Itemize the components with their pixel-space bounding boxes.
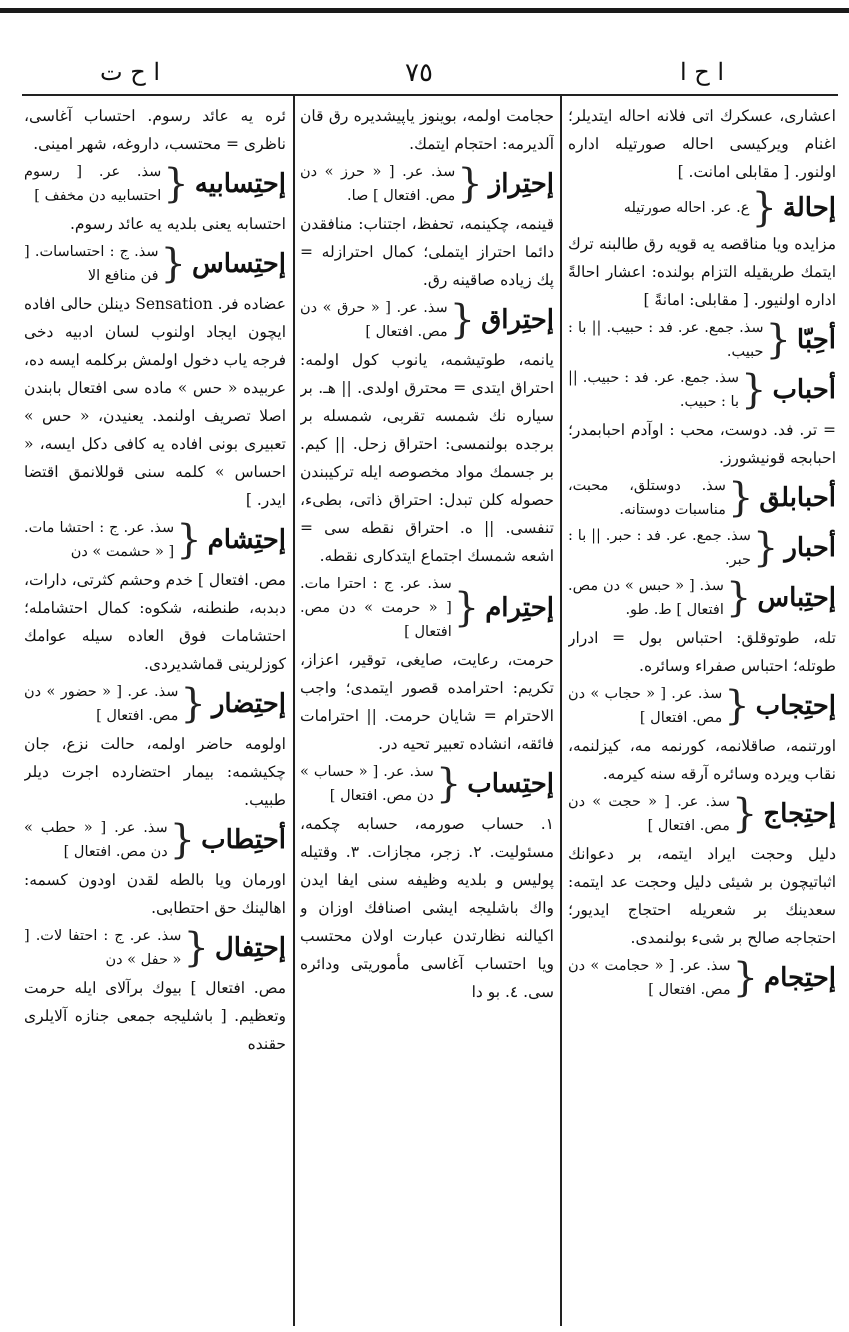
dictionary-entry xyxy=(24,680,286,728)
brace-glyph: { xyxy=(160,241,186,287)
etymology: سذ. دوستلق، محبت، مناسبات دوستانه. xyxy=(568,478,726,518)
headword: إحتِساب xyxy=(467,769,554,799)
dictionary-entry xyxy=(300,160,554,208)
page-header xyxy=(20,58,840,94)
definition-text: مص. افتعال ] خدم وحشم کثرتی، دارات، دبدبه، طنطنه، شکوه: کمال احتشامله؛ احتشامات فوق العاده سیله عوامك کوزلرینی قماشدیردی. xyxy=(24,571,286,673)
header-rule xyxy=(22,94,838,96)
brace-glyph: { xyxy=(731,791,758,837)
brace-glyph: { xyxy=(169,817,196,863)
etymology: سذ. عر. [ « حرز » دن مص. افتعال ] صا. xyxy=(300,164,456,204)
headword: أحتِطاب xyxy=(201,825,286,855)
headword: إحتِجاب xyxy=(755,691,836,721)
definition-text: مص. افتعال ] بیوك برآلای ایله حرمت وتعظیم. [ باشلیجه جمعی جنازه آلایلری حقنده xyxy=(24,979,286,1053)
etymology: سذ. عر. [ « حرق » دن مص. افتعال ] xyxy=(300,300,448,340)
definition-text: اورتنمه، صاقلانمه، کورنمه مه، کیزلنمه، نقاب ویرده وسائره آرقه سنه کیرمه. xyxy=(568,737,836,783)
headword: إحتِساس xyxy=(192,249,286,279)
etymology: سذ. عر. ج : احتفا لات. [ « حفل » دن xyxy=(24,928,182,968)
brace-glyph: { xyxy=(752,525,779,571)
etymology: سذ. [ « حبس » دن مص. افتعال ] ط. طو. xyxy=(568,578,724,618)
headword: إحتِجام xyxy=(764,963,836,993)
column-middle xyxy=(300,102,554,1322)
dictionary-entry xyxy=(24,924,286,972)
definition-text: حرمت، رعایت، صایغی، توقیر، اعزاز، تکریم: احترامده قصور ایتمدی؛ واجب الاحترام = شایان حرمت. || احترامات فائقه، انشاده تعبیر تحیه در. xyxy=(300,651,554,753)
etymology: سذ. جمع. عر. فد : حبیب. || با : حبیب. xyxy=(568,320,764,360)
definition-text: = تر. فد. دوست، محب : اوآدم احبابمدر؛ احبابجه قونیشورز. xyxy=(568,421,836,467)
column-left xyxy=(24,102,286,1322)
definition-text: دلیل وحجت ایراد ایتمه، بر دعوانك اثباتیچون بر شیئی دلیل وحجت عد ایتمه: سعدینك بر شعریله احتجاج ایدیور؛ احتجاجه صالح بر شیء بولنمدی. xyxy=(568,845,836,947)
brace-glyph: { xyxy=(724,683,750,729)
etymology: سذ. عر. [ « حطب » دن مص. افتعال ] xyxy=(24,820,168,860)
column-divider-right xyxy=(560,96,562,1326)
headword: إحتِفال xyxy=(214,933,286,963)
dictionary-entry xyxy=(568,574,836,622)
brace-glyph: { xyxy=(741,367,767,413)
etymology: سذ. عر. [ « حجت » دن مص. افتعال ] xyxy=(568,794,730,834)
definition-text: تله، طوتوقلق: احتباس بول = ادرار طوتله؛ احتباس صفراء وسائره. xyxy=(568,629,836,675)
etymology: سذ. عر. [ « حجامت » دن مص. افتعال ] xyxy=(568,958,731,998)
headword: أحبار xyxy=(784,533,836,563)
etymology: سذ. عر. ج : احتشا مات. [ « حشمت » دن xyxy=(24,520,175,560)
dictionary-entry xyxy=(568,790,836,838)
headword: إحتِرام xyxy=(485,593,554,623)
dictionary-entry xyxy=(568,474,836,522)
etymology: سذ. عر. ج : احترا مات. [ « حرمت » دن مص. افتعال ] xyxy=(300,576,452,640)
etymology: سذ. جمع. عر. فد : حبر. || با : حبر. xyxy=(568,528,751,568)
dictionary-entry xyxy=(568,682,836,730)
brace-glyph: { xyxy=(765,317,791,363)
brace-glyph: { xyxy=(751,185,777,231)
brace-glyph: { xyxy=(180,681,206,727)
headword: إحتِشام xyxy=(207,525,286,555)
dictionary-entry xyxy=(300,572,554,644)
header-right-letters: ا ح ا xyxy=(680,58,725,86)
brace-glyph: { xyxy=(727,475,754,521)
brace-glyph: { xyxy=(457,161,483,207)
headword: إحتِراق xyxy=(481,305,554,335)
definition-text: یانمه، طوتیشمه، یانوب کول اولمه: احتراق ایتدی = محترق اولدی. || هـ. بر سیاره نك شمسه تقربی، شمسله بر برجده بولنمسی: احتراق زحل. || کیم. بر جسمك مواد مخصوصه ایله ترکیبندن حصوله کلن تبدل: احتراق ذاتی، بطیء، تنفسی. || ه. احتراق نقطه سی = اشعه شمسك اجتماع ایتدکاری نقطه. xyxy=(300,351,554,565)
definition-text: احتسابه یعنی بلدیه یه عائد رسوم. xyxy=(69,215,286,233)
brace-glyph: { xyxy=(435,761,462,807)
brace-glyph: { xyxy=(183,925,209,971)
headword: إحالة xyxy=(782,193,836,223)
dictionary-entry xyxy=(24,240,286,288)
headword: أحِبّا xyxy=(796,325,836,355)
dictionary-entry xyxy=(568,954,836,1002)
definition-text: اعشاری، عسکرك اتی فلانه احاله ایتدیلر؛ اغنام ویرکیسی احاله صورتیله اداره اولنور. [ مقابلی امانت. ] xyxy=(568,107,836,181)
etymology: سذ. ج : احتساسات. [ فن منافع الا xyxy=(24,244,159,284)
headword: إحتِسابیه xyxy=(194,169,286,199)
dictionary-entry xyxy=(24,816,286,864)
etymology: سذ. عر. [ « حضور » دن مص. افتعال ] xyxy=(24,684,179,724)
brace-glyph: { xyxy=(725,575,752,621)
definition-text: مزایده ویا مناقصه یه قویه رق طالبنه ترك ایتمك طریقیله التزام بولنده: اعشار احالةً اداره اولنیور. [ مقابلی: امانةً ] xyxy=(568,235,836,309)
etymology: ع. عر. احاله صورتیله xyxy=(623,200,750,216)
definition-text: اورمان ویا بالطه لقدن اودون کسمه: اهالینك حق احتطابی. xyxy=(24,871,286,917)
headword: إحتِباس xyxy=(757,583,836,613)
brace-glyph: { xyxy=(732,955,759,1001)
dictionary-entry xyxy=(568,316,836,364)
headword: إحتِراز xyxy=(488,169,554,199)
brace-glyph: { xyxy=(453,585,480,631)
definition-text: ئره یه عائد رسوم. احتساب آغاسی، ناظری = محتسب، داروغه، شهر امینی. xyxy=(24,107,286,153)
top-border xyxy=(0,8,849,13)
dictionary-entry xyxy=(24,516,286,564)
dictionary-entry xyxy=(568,185,836,231)
dictionary-entry xyxy=(568,366,836,414)
definition-text: عضاده فر. Sensation دینلن حالی افاده ایچون ایجاد اولنوب لسان ادبیه دخی فرجه یاب دخول اولمش برکلمه ایسه ده، عربیده « حس » ماده سی افتعال بابندن اصلا تصریف اولنمد. یعنیدن، « حس » تعبیری بونی افاده یه کافی دکل ایسه، « احساس » کلمه سنی قوللانمق اقتضا ایدر. ] xyxy=(24,295,286,509)
definition-text: قینمه، چکینمه، تحفظ، اجتناب: منافقدن دائما احتراز ایتملی؛ کمال احترازله = پك زیاده صاقینه رق. xyxy=(300,215,554,289)
dictionary-entry xyxy=(24,160,286,208)
headword: أحبابلق xyxy=(759,483,836,513)
headword: إحتِضار xyxy=(211,689,286,719)
definition-text: ١. حساب صورمه، حسابه چکمه، مسئولیت. ٢. زجر، مجازات. ٣. وقتیله پولیس و بلدیه وظیفه سنی ایفا ایدن واك باشلیجه ایشی اصنافك اوزان و اکیالنه نظارتدن عبارت اولان محتسب ویا احتساب آغاسی مأموریتی ودائره سی. ٤. بو دا xyxy=(300,815,554,1001)
dictionary-entry xyxy=(300,760,554,808)
column-divider-left xyxy=(293,96,295,1326)
definition-text: اولومه حاضر اولمه، حالت نزع، جان چکیشمه: بیمار احتضارده اجرت دیلر طبیب. xyxy=(24,735,286,809)
headword: أحباب xyxy=(772,375,836,405)
page-number: ٧٥ xyxy=(405,58,433,88)
definition-text: حجامت اولمه، بوینوز یاپیشدیره رق قان آلدیرمه: احتجام ایتمك. xyxy=(300,107,554,153)
brace-glyph: { xyxy=(176,517,202,563)
column-right xyxy=(568,102,836,1322)
brace-glyph: { xyxy=(163,161,189,207)
dictionary-entry xyxy=(568,524,836,572)
headword: إحتِجاج xyxy=(763,799,836,829)
etymology: سذ. عر. [ « حساب » دن مص. افتعال ] xyxy=(300,764,434,804)
etymology: سذ. عر. [ رسوم احتسابیه دن مخفف ] xyxy=(24,164,162,204)
etymology: سذ. جمع. عر. فد : حبیب. || با : حبیب. xyxy=(568,370,739,410)
etymology: سذ. عر. [ « حجاب » دن مص. افتعال ] xyxy=(568,686,723,726)
header-left-letters: ا ح ت xyxy=(100,58,161,86)
brace-glyph: { xyxy=(449,297,476,343)
dictionary-entry xyxy=(300,296,554,344)
